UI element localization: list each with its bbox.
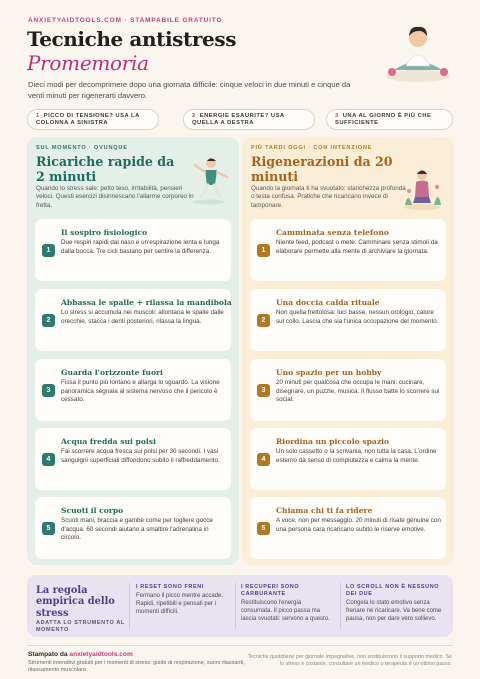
tip-pill-text: PICCO DI TENSIONE? USA LA COLONNA A SINISTRA bbox=[36, 113, 140, 126]
technique-title: Il sospiro fisiologico bbox=[61, 228, 148, 237]
technique-card bbox=[250, 219, 446, 281]
technique-number: 5 bbox=[42, 522, 55, 535]
technique-body: Non quella frettolosa: luci basse, nessun orologio, calore sul collo. Lascia che sia l'unica occupazione del momento. bbox=[276, 309, 439, 325]
technique-title: Una doccia calda rituale bbox=[276, 298, 380, 307]
brand-label: ANXIETYAIDTOOLS.COM · STAMPABILE GRATUITO bbox=[28, 17, 223, 24]
footer-site-link[interactable]: anxietyaidtools.com bbox=[69, 651, 133, 658]
tip-pill-text: ENERGIE ESAURITE? USA QUELLA A DESTRA bbox=[192, 113, 285, 126]
technique-card bbox=[35, 359, 231, 421]
technique-number: 4 bbox=[257, 453, 270, 466]
divider bbox=[129, 583, 130, 629]
column-description: Quando la giornata ti ha svuotato: stanchezza profonda o testa confusa. Pratiche che ricaricano invece di tamponare. bbox=[251, 185, 406, 209]
tip-pill-1 bbox=[27, 109, 159, 130]
technique-body: Scuoti mani, braccia e gambe come per togliere gocce d'acqua. 60 secondi aiutano a smaltire l'adrenalina in circolo. bbox=[61, 517, 213, 542]
tip-pill-text: UNA AL GIORNO È PIÙ CHE SUFFICIENTE bbox=[335, 113, 432, 126]
garden-figure-illustration bbox=[400, 161, 444, 211]
tip-pill-number: 1 bbox=[36, 113, 40, 119]
tip-pill-3 bbox=[326, 109, 453, 130]
technique-number: 3 bbox=[257, 384, 270, 397]
technique-body: Lo stress si accumula nei muscoli: allontana le spalle dalle orecchie, stacca i denti posteriori, rilassa la lingua. bbox=[61, 309, 224, 325]
technique-body: Due respiri rapidi dal naso e un'espirazione lenta e lunga dalla bocca. Tre cicli bastano per sentire la differenza. bbox=[61, 239, 220, 255]
column-eyebrow: SUL MOMENTO · OVUNQUE bbox=[36, 145, 128, 151]
technique-number: 2 bbox=[42, 314, 55, 327]
technique-body: Un solo cassetto o la scrivania, non tutta la casa. L'ordine esterno dà senso di compiutezza e calma la mente. bbox=[276, 448, 437, 464]
rule-title: La regola empirica dello stress bbox=[36, 585, 115, 619]
technique-number: 2 bbox=[257, 314, 270, 327]
technique-card bbox=[35, 219, 231, 281]
footer-disclaimer: Tecniche quotidiane per giornate impegnative, non sostituiscono il supporto medico. Se lo stress è costante, consultare un medico o terapeuta è un ottimo passo. bbox=[247, 654, 452, 667]
rule-column bbox=[346, 584, 444, 623]
technique-number: 1 bbox=[42, 244, 55, 257]
deep-recovery-column bbox=[242, 137, 454, 565]
footer-printed-label: Stampato da bbox=[28, 651, 68, 658]
technique-title: Uno spazio per un hobby bbox=[276, 368, 382, 377]
column-heading: Rigenerazioni da 20 minuti bbox=[251, 154, 393, 184]
technique-card bbox=[250, 289, 446, 351]
rule-column bbox=[241, 584, 333, 623]
rule-column-heading: I RECUPERI SONO CARBURANTE bbox=[241, 584, 300, 597]
technique-card bbox=[250, 497, 446, 559]
tip-pill-number: 3 bbox=[335, 113, 339, 119]
technique-body: Niente feed, podcast o mete. Camminare senza stimoli da elaborare permette alla mente di archiviare la giornata. bbox=[276, 239, 438, 255]
technique-title: Abbassa le spalle + rilassa la mandibola bbox=[61, 298, 232, 307]
technique-number: 5 bbox=[257, 522, 270, 535]
rule-subtitle: ADATTA LO STRUMENTO AL MOMENTO bbox=[36, 620, 125, 633]
technique-title: Chiama chi ti fa ridere bbox=[276, 506, 373, 515]
rule-column-body: Restituiscono l'energia consumata. Il picco passa ma lascia svuotati: servono a questo. bbox=[241, 599, 330, 623]
technique-title: Guarda l'orizzonte fuori bbox=[61, 368, 163, 377]
rule-column-body: Congela lo stato emotivo senza frenare né ricaricare. Va bene come pausa, non per dare vero sollievo. bbox=[346, 599, 442, 623]
technique-body: 20 minuti per qualcosa che occupa le mani: cucinare, disegnare, un puzzle, musica. Il flusso batte lo scorrere sui social. bbox=[276, 379, 440, 404]
technique-card bbox=[35, 497, 231, 559]
page-title: Tecniche antistress bbox=[27, 27, 237, 51]
shaking-figure-illustration bbox=[187, 155, 231, 205]
footer-printed-by bbox=[28, 651, 133, 658]
technique-title: Scuoti il corpo bbox=[61, 506, 124, 515]
rule-column bbox=[136, 584, 228, 617]
relaxed-person-illustration bbox=[378, 14, 458, 84]
tip-pill-number: 2 bbox=[192, 113, 196, 119]
technique-card bbox=[250, 428, 446, 490]
technique-number: 3 bbox=[42, 384, 55, 397]
tip-pill-2 bbox=[183, 109, 315, 130]
technique-card bbox=[35, 428, 231, 490]
divider bbox=[340, 583, 341, 629]
technique-card bbox=[250, 359, 446, 421]
column-heading: Ricariche rapide da 2 minuti bbox=[36, 154, 175, 184]
intro-text: Dieci modi per decomprimere dopo una giornata difficile: cinque veloci in due minuti e cinque da venti minuti per rigenerarti davvero. bbox=[28, 80, 351, 100]
technique-body: Fissa il punto più lontano e allarga lo sguardo. La visione panoramica segnala al sistema nervoso che il pericolo è cessato. bbox=[61, 379, 220, 404]
footer-description: Strumenti interattivi gratuiti per i momenti di stress: guide di respirazione, suoni rilassanti, rilassamento muscolare. bbox=[28, 660, 245, 673]
column-eyebrow: PIÙ TARDI OGGI · CON INTENZIONE bbox=[251, 145, 373, 151]
technique-number: 4 bbox=[42, 453, 55, 466]
technique-title: Acqua fredda sui polsi bbox=[61, 437, 156, 446]
technique-body: Fai scorrere acqua fresca sui polsi per 30 secondi. I vasi sanguigni superficiali diffondono subito il raffreddamento. bbox=[61, 448, 220, 464]
technique-body: A voce, non per messaggio. 20 minuti di risate genuine con una persona cara ricaricano subito le riserve emotive. bbox=[276, 517, 441, 533]
rule-of-thumb-box bbox=[27, 575, 453, 637]
technique-card bbox=[35, 289, 231, 351]
technique-number: 1 bbox=[257, 244, 270, 257]
technique-title: Riordina un piccolo spazio bbox=[276, 437, 390, 446]
footer-divider bbox=[27, 645, 453, 646]
rule-column-heading: I RESET SONO FRENI bbox=[136, 584, 204, 590]
rule-column-body: Fermano il picco mentre accade. Rapidi, ripetibili e pensati per i momenti difficili. bbox=[136, 592, 224, 616]
technique-title: Camminata senza telefono bbox=[276, 228, 389, 237]
rule-column-heading: LO SCROLL NON È NESSUNO DEI DUE bbox=[346, 584, 440, 597]
quick-resets-column bbox=[27, 137, 239, 565]
column-description: Quando lo stress sale: petto teso, irritabilità, pensieri veloci. Questi esercizi disinnescano l'allarme corporeo in fretta. bbox=[36, 185, 194, 209]
page-subtitle: Promemoria bbox=[27, 51, 149, 75]
divider bbox=[235, 583, 236, 629]
